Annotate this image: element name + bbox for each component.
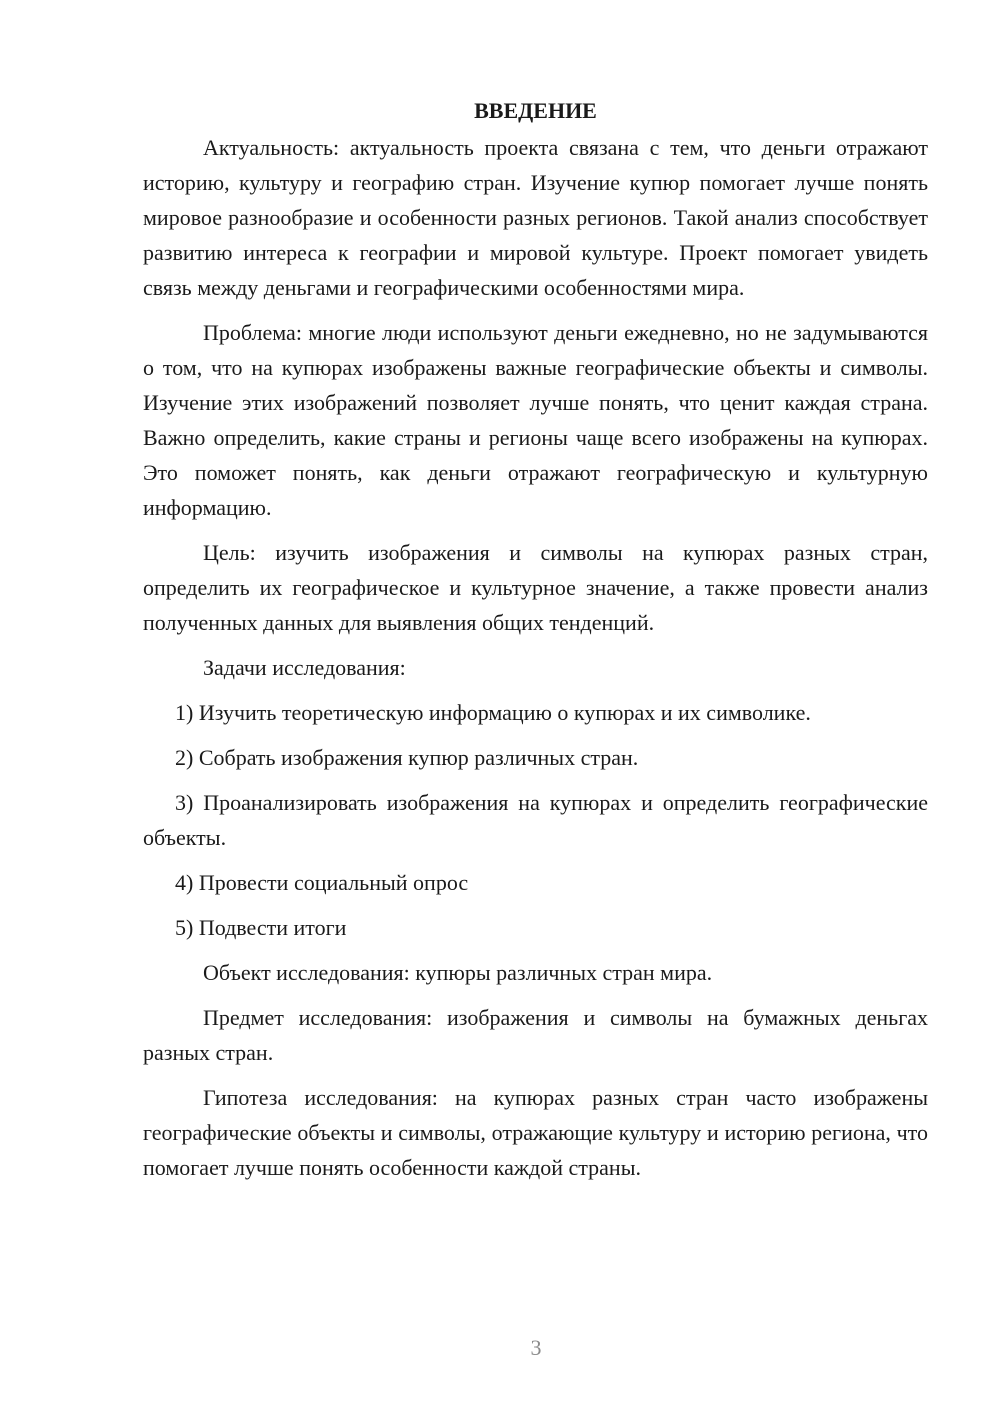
paragraph-subject: Предмет исследования: изображения и символы на бумажных деньгах разных стран.: [143, 1005, 928, 1065]
paragraph-problem: Проблема: многие люди используют деньги ежедневно, но не задумываются о том, что на купюрах изображены важные географические объекты и символы. Изучение этих изображений позволяет лучше понять, что ценит каждая страна. Важно определить, какие страны и регионы чаще всего изображены на купюрах. Это поможет понять, как деньги отражают географическую и культурную информацию.: [143, 320, 928, 520]
tasks-heading: Задачи исследования:: [203, 655, 406, 680]
paragraph-object: Объект исследования: купюры различных стран мира.: [203, 960, 713, 985]
list-item: 4) Провести социальный опрос: [175, 870, 469, 895]
paragraph-goal: Цель: изучить изображения и символы на купюрах разных стран, определить их географическое и культурное значение, а также провести анализ полученных данных для выявления общих тенденций.: [143, 540, 928, 635]
paragraph-hypothesis: Гипотеза исследования: на купюрах разных стран часто изображены географические объекты и символы, отражающие культуру и историю региона, что помогает лучше понять особенности каждой страны.: [143, 1085, 928, 1180]
list-item: 5) Подвести итоги: [175, 915, 347, 940]
document-page: [143, 96, 928, 1195]
list-item: 2) Собрать изображения купюр различных стран.: [175, 745, 639, 770]
paragraph-relevance: Актуальность: актуальность проекта связана с тем, что деньги отражают историю, культуру и географию стран. Изучение купюр помогает лучше понять мировое разнообразие и особенности разных регионов. Такой анализ способствует развитию интереса к географии и мировой культуре. Проект помогает увидеть связь между деньгами и географическими особенностями мира.: [143, 135, 928, 300]
page-title: ВВЕДЕНИЕ: [474, 98, 597, 123]
page-number: 3: [530, 1335, 542, 1360]
tasks-list: [143, 695, 928, 945]
list-item: 1) Изучить теоретическую информацию о купюрах и их символике.: [175, 700, 811, 725]
list-item: 3) Проанализировать изображения на купюрах и определить географические объекты.: [143, 790, 928, 850]
